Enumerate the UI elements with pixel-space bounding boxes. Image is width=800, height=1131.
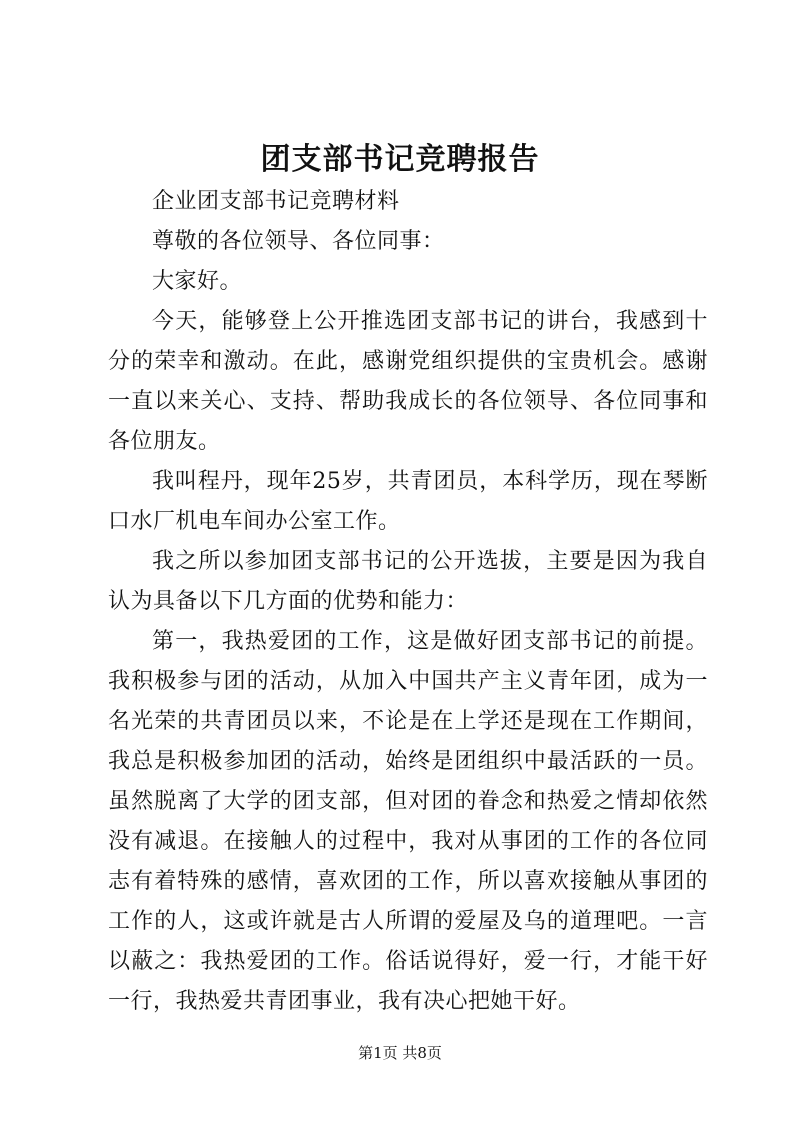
paragraph: 第一，我热爱团的工作，这是做好团支部书记的前提。我积极参与团的活动，从加入中国共产主义青年团，成为一名光荣的共青团员以来，不论是在上学还是现在工作期间，我总是积极参加团的活动，始终是团组织中最活跃的一员。虽然脱离了大学的团支部，但对团的眷念和热爱之情却依然没有减退。在接触人的过程中，我对从事团的工作的各位同志有着特殊的感情，喜欢团的工作，所以喜欢接触从事团的工作的人，这或许就是古人所谓的爱屋及乌的道理吧。一言以蔽之：我热爱团的工作。俗话说得好，爱一行，才能干好一行，我热爱共青团事业，我有决心把她干好。: [108, 629, 708, 1014]
document-title: 团支部书记竞聘报告: [260, 142, 540, 177]
paragraph: 我之所以参加团支部书记的公开选拔，主要是因为我自认为具备以下几方面的优势和能力：: [108, 549, 708, 614]
page-footer: 第1页 共8页: [358, 1044, 442, 1062]
paragraph: 尊敬的各位领导、各位同事：: [152, 229, 445, 254]
paragraph: 大家好。: [152, 269, 243, 294]
paragraph: 企业团支部书记竞聘材料: [152, 189, 400, 214]
paragraph: 我叫程丹，现年25岁，共青团员，本科学历，现在琴断口水厂机电车间办公室工作。: [108, 469, 708, 534]
document-body: [108, 182, 708, 1022]
paragraph: 今天，能够登上公开推选团支部书记的讲台，我感到十分的荣幸和激动。在此，感谢党组织提供的宝贵机会。感谢一直以来关心、支持、帮助我成长的各位领导、各位同事和各位朋友。: [108, 309, 708, 454]
